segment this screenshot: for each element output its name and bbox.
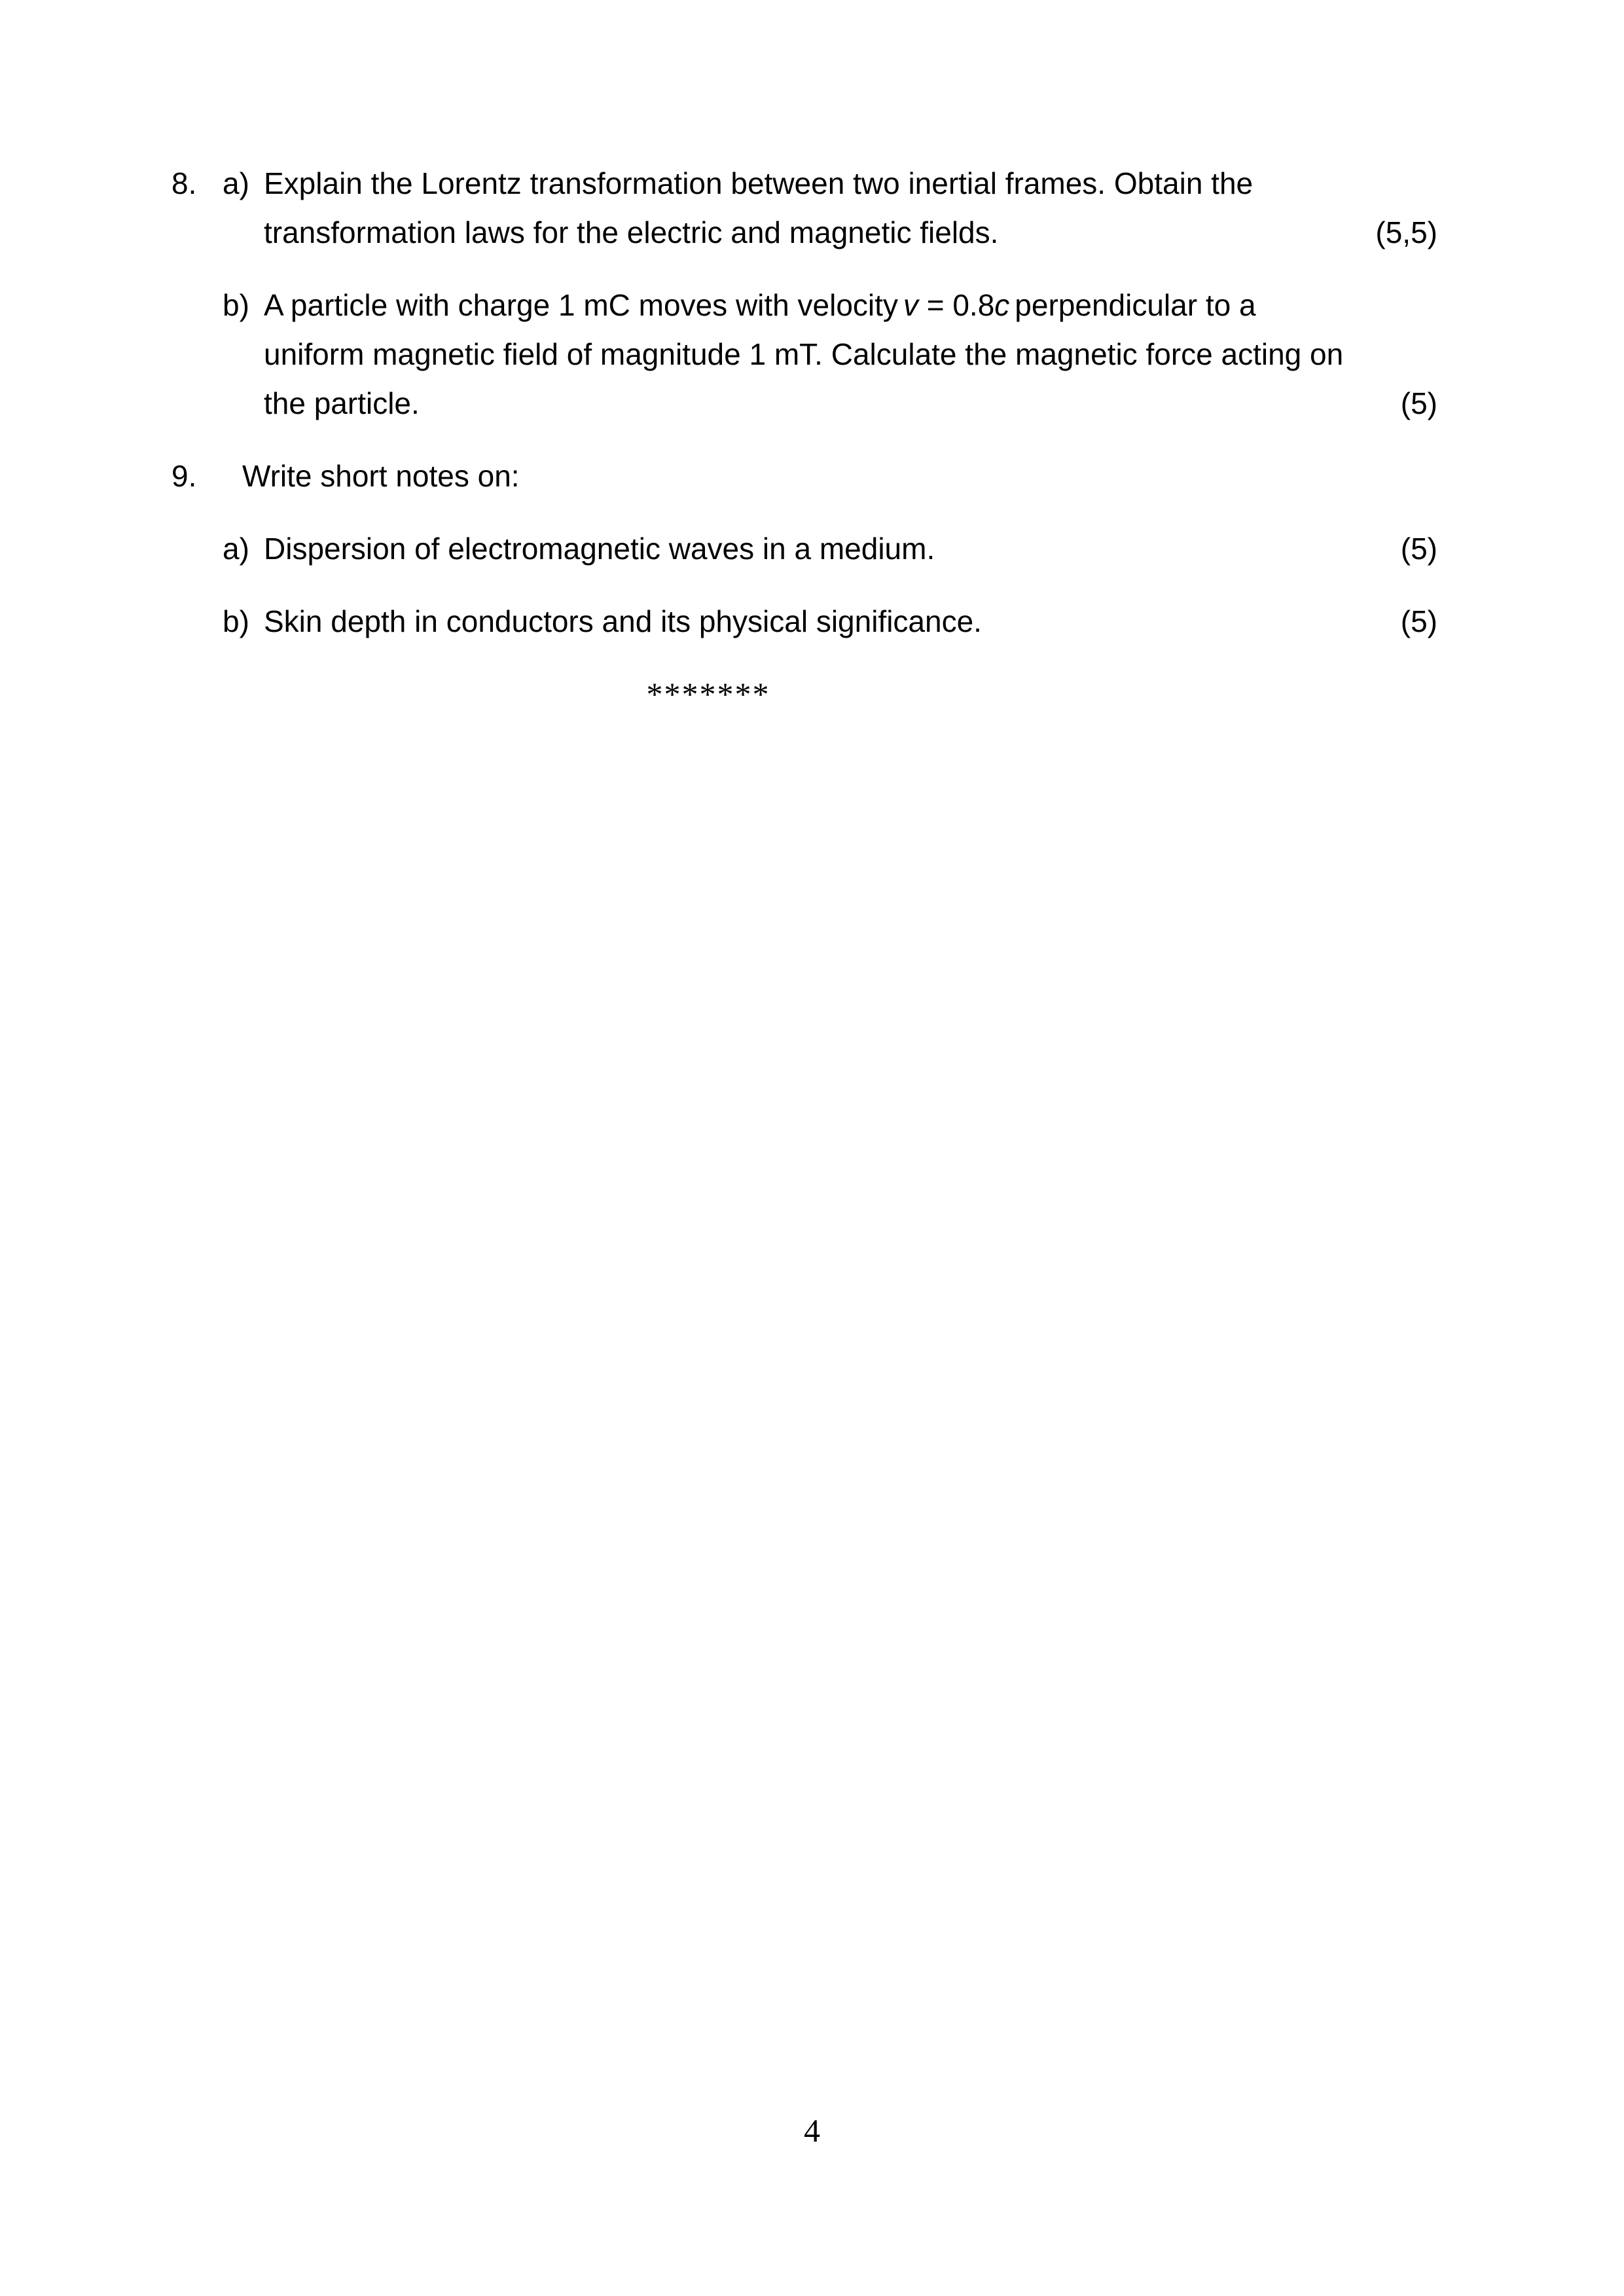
question-9a-marks: (5) bbox=[1400, 532, 1437, 566]
question-9b-line1: Skin depth in conductors and its physical significance. bbox=[264, 604, 982, 638]
question-8b-line2: uniform magnetic field of magnitude 1 mT. Calculate the magnetic force acting on bbox=[264, 337, 1344, 371]
question-9a bbox=[171, 524, 1437, 574]
question-9b-label: b) bbox=[223, 604, 249, 638]
question-9a-label: a) bbox=[223, 532, 249, 566]
question-8a-label: a) bbox=[223, 166, 249, 200]
question-8b-line3: the particle. bbox=[264, 386, 420, 420]
question-8a-text bbox=[264, 159, 1437, 257]
velocity-value: = 0.8 bbox=[918, 288, 995, 322]
question-8-number: 8. bbox=[171, 166, 197, 200]
question-9-intro-text: Write short notes on: bbox=[242, 459, 520, 493]
question-8a-line2: transformation laws for the electric and magnetic fields. bbox=[264, 215, 999, 249]
question-8a-line1: Explain the Lorentz transformation between two inertial frames. Obtain the bbox=[264, 166, 1254, 200]
question-8b bbox=[171, 281, 1437, 428]
page-number: 4 bbox=[804, 2112, 820, 2149]
question-8b-text bbox=[264, 281, 1437, 428]
question-8b-line1-after: perpendicular to a bbox=[1015, 288, 1256, 322]
question-9b-text bbox=[264, 597, 1437, 646]
question-9a-text bbox=[264, 524, 1437, 574]
question-8a bbox=[171, 159, 1437, 257]
question-8b-label: b) bbox=[223, 288, 249, 322]
velocity-variable: v bbox=[903, 288, 918, 322]
velocity-equation bbox=[898, 288, 1015, 322]
question-9a-line1: Dispersion of electromagnetic waves in a medium. bbox=[264, 532, 935, 566]
question-8b-line1-before: A particle with charge 1 mC moves with velocity bbox=[264, 288, 898, 322]
page-content bbox=[171, 159, 1437, 719]
question-9-number: 9. bbox=[171, 459, 197, 493]
question-8b-line1 bbox=[264, 281, 1437, 330]
question-8b-marks: (5) bbox=[1400, 386, 1437, 420]
end-of-paper-separator: ******* bbox=[646, 676, 770, 712]
speed-of-light-variable: c bbox=[994, 288, 1010, 322]
question-9-intro bbox=[171, 452, 1437, 501]
question-9b-marks: (5) bbox=[1400, 604, 1437, 638]
question-9b bbox=[171, 597, 1437, 646]
question-8a-marks: (5,5) bbox=[1375, 215, 1437, 249]
